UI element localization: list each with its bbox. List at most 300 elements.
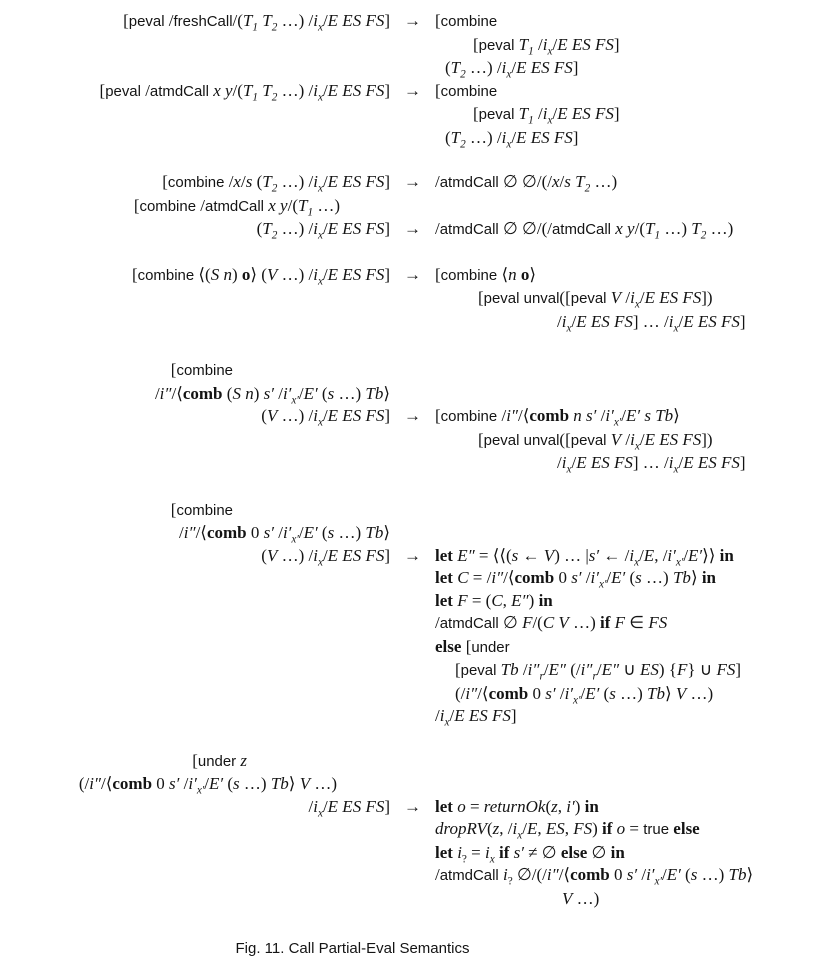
formula-segment: …) / [277, 80, 314, 100]
formula-segment: i′ [590, 568, 599, 587]
formula-segment: = ( [467, 590, 492, 610]
formula-segment: E ES FS [644, 429, 702, 449]
formula-segment: T [575, 172, 585, 191]
formula-segment: ( [252, 172, 263, 191]
formula-segment: …) / [277, 264, 314, 284]
rule-combine-comb-succ [0, 359, 817, 475]
formula-segment: i″ [89, 774, 102, 793]
formula-segment: ( [625, 568, 636, 587]
formula-line [0, 171, 390, 195]
formula-segment: if [602, 819, 617, 838]
formula-segment: ⟩ [288, 774, 300, 793]
formula-segment: E″ [601, 660, 620, 679]
formula-segment: ] [735, 660, 742, 679]
formula-segment: [ [162, 172, 168, 191]
formula-segment: n s′ [573, 406, 597, 425]
formula-segment: i [313, 80, 318, 100]
formula-segment: E ES FS [327, 80, 385, 100]
formula-segment: / [511, 58, 517, 77]
formula-segment: E ES FS [327, 219, 385, 238]
formula-segment: 0 [609, 865, 627, 884]
formula-segment: ⟩ [383, 383, 390, 403]
formula-segment: x′ [613, 416, 622, 429]
formula-segment: s [690, 865, 698, 884]
rule-lhs-upper [0, 359, 390, 405]
formula-segment: V [610, 288, 622, 307]
rule-lhs [0, 264, 390, 288]
formula-segment: i [313, 406, 318, 425]
formula-segment: comb [112, 774, 153, 793]
formula-segment: = [465, 796, 484, 816]
formula-segment: x [444, 716, 450, 729]
formula-line [0, 545, 390, 568]
formula-segment: peval [128, 13, 165, 30]
formula-segment: 1 [252, 90, 258, 103]
formula-segment: ) [528, 590, 539, 610]
formula-segment: o [520, 264, 530, 284]
formula-segment: T [242, 11, 253, 30]
formula-segment: ( [486, 819, 493, 838]
formula-segment: F [614, 613, 626, 632]
formula-segment: / [435, 613, 440, 632]
formula-segment: T [262, 219, 272, 238]
formula-segment: 0 [246, 523, 264, 542]
formula-segment: i [313, 545, 318, 565]
formula-segment: (/ [78, 774, 90, 793]
formula-segment: ⟨( [194, 264, 211, 284]
formula-line [435, 287, 817, 311]
formula-segment: ) [231, 264, 242, 284]
formula-segment: / [606, 568, 612, 587]
formula-segment: ] [384, 172, 390, 191]
formula-segment: / [683, 545, 689, 565]
formula-segment: C [457, 568, 469, 587]
formula-segment: ] … / [632, 453, 669, 472]
formula-segment: ( [445, 58, 451, 77]
formula-segment: / [140, 80, 150, 100]
formula-segment: V [266, 264, 278, 284]
formula-segment: ( [545, 796, 552, 816]
formula-segment: Tb [728, 865, 747, 884]
formula-segment: /⟨ [477, 683, 489, 703]
formula-segment: i [668, 311, 674, 331]
formula-segment: peval [105, 82, 141, 100]
formula-segment: E″ [548, 660, 567, 679]
formula-segment: …) [568, 613, 600, 632]
formula-segment: / [639, 429, 645, 449]
formula-segment: / [154, 383, 160, 403]
formula-segment: ( [317, 383, 328, 403]
formula-segment: o [457, 796, 466, 816]
formula-segment: / [639, 545, 644, 565]
formula-segment: 1 [528, 44, 534, 57]
formula-segment: / [322, 11, 328, 30]
formula-segment: /⟨ [171, 383, 183, 403]
formula-segment: ]) [701, 429, 713, 449]
formula-segment: E′ [585, 683, 600, 703]
formula-segment: x [317, 416, 323, 429]
formula-segment: ⟩ [673, 406, 680, 425]
formula-segment: i″ [580, 660, 593, 679]
formula-segment: s′ [263, 523, 274, 542]
formula-segment: / [240, 172, 246, 191]
formula-line [435, 683, 817, 706]
formula-segment: …) / [277, 219, 314, 238]
formula-segment: E ES FS [327, 172, 385, 191]
formula-line [435, 842, 817, 865]
formula-segment: FS [573, 819, 593, 838]
formula-segment: = / [468, 568, 492, 587]
formula-segment: combine [176, 501, 233, 519]
formula-line [0, 499, 390, 523]
formula-segment: i [542, 104, 548, 123]
formula-segment: i [630, 429, 635, 449]
formula-segment: combine [440, 13, 498, 30]
formula-segment: / [322, 264, 328, 284]
formula-segment: T [518, 34, 529, 54]
rule-lhs [0, 80, 390, 104]
formula-line [0, 750, 390, 774]
formula-segment: E ES FS [557, 34, 614, 54]
formula-segment: F [522, 613, 533, 632]
formula-segment: …) / [277, 406, 314, 425]
formula-segment: s [327, 383, 335, 403]
formula-segment: F [676, 660, 688, 679]
formula-segment: ] [384, 264, 390, 284]
formula-segment: in [538, 590, 553, 610]
formula-segment: , [564, 819, 574, 838]
rule-rhs [435, 218, 817, 242]
formula-segment: …) / [277, 172, 314, 191]
formula-segment: i [561, 453, 567, 472]
formula-segment: unval [523, 290, 560, 307]
formula-segment: ∅ [587, 842, 611, 862]
formula-segment: / [449, 706, 455, 725]
formula-segment: , [537, 819, 546, 838]
figure-caption: Fig. 11. Call Partial-Eval Semantics [235, 940, 470, 957]
formula-segment: freshCall [173, 13, 233, 30]
formula-segment: E′ [666, 865, 681, 884]
formula-segment: , / [499, 819, 513, 838]
formula-segment: dropRV [435, 819, 487, 838]
formula-segment: ) [574, 796, 585, 816]
formula-segment: atmdCall [149, 82, 209, 100]
rule-lhs [0, 796, 390, 819]
formula-segment: / [543, 660, 549, 679]
formula-segment: x′ [573, 693, 581, 706]
formula-segment: E ES FS [644, 288, 702, 307]
formula-segment: / [224, 172, 234, 191]
formula-segment: / [308, 796, 314, 816]
rule-lhs [0, 171, 390, 195]
formula-segment: / [435, 865, 440, 884]
formula-segment: ⟩ [690, 568, 702, 587]
formula-segment: s [245, 172, 253, 191]
formula-segment: ( [445, 127, 451, 147]
rule-rhs [435, 405, 817, 429]
formula-segment: ] [384, 796, 390, 816]
formula-segment: / [179, 774, 189, 793]
formula-segment: = [625, 819, 644, 838]
formula-segment: ] … / [632, 311, 669, 331]
formula-segment: combine [440, 408, 498, 425]
formula-segment: …) [706, 219, 734, 238]
rewrite-arrow-icon: → [404, 80, 421, 100]
rule-lhs [0, 218, 390, 242]
formula-segment: comb [514, 568, 555, 587]
formula-line [435, 452, 817, 475]
formula-segment: , [502, 590, 512, 610]
formula-line [435, 405, 817, 429]
formula-segment: / [322, 219, 328, 238]
formula-segment: ES [640, 660, 659, 679]
formula-segment: s [511, 545, 519, 565]
formula-segment: atmdCall [439, 615, 499, 632]
formula-line [435, 545, 817, 568]
formula-segment: ] [384, 545, 390, 565]
formula-segment: s′ [545, 683, 556, 703]
formula-segment: i [630, 288, 635, 307]
formula-segment: / [322, 796, 328, 816]
formula-segment: 2 [460, 137, 466, 150]
formula-segment: /( [232, 11, 243, 30]
formula-segment: ⟩ [746, 865, 754, 884]
formula-segment: E ES FS [516, 58, 573, 77]
formula-segment: under [197, 752, 237, 770]
formula-segment: 2 [700, 229, 707, 242]
formula-segment: / [196, 195, 205, 215]
formula-segment: [ [99, 80, 106, 100]
formula-segment: i [313, 11, 318, 30]
formula-segment: E′ [611, 568, 626, 587]
formula-segment: x′ [675, 555, 684, 568]
formula-segment: V [675, 683, 687, 703]
formula-segment: / [435, 172, 440, 191]
formula-segment: i″ [546, 865, 559, 884]
rule-rhs-rest [435, 567, 817, 728]
formula-segment: ∅ ∅/(/ [498, 219, 552, 238]
formula-segment: …) [313, 195, 340, 215]
formula-line [435, 80, 817, 104]
formula-line [0, 383, 390, 406]
formula-segment: ] [384, 406, 390, 425]
formula-segment: T [262, 172, 272, 191]
formula-segment: n [508, 264, 517, 284]
formula-segment: E ES FS [576, 311, 633, 331]
rule-rhs-rest [435, 429, 817, 475]
formula-segment: x y [615, 219, 635, 238]
formula-segment: i′ [646, 865, 655, 884]
formula-segment: / [678, 453, 684, 472]
formula-line [435, 659, 817, 683]
rule-rhs-rest [435, 103, 817, 149]
formula-segment: r [592, 670, 597, 683]
formula-segment: 0 [554, 568, 572, 587]
formula-segment: ∈ [625, 613, 649, 632]
formula-segment: x [634, 555, 640, 568]
formula-line [435, 57, 817, 80]
formula-segment: x [551, 172, 560, 191]
formula-segment: 1 [528, 114, 534, 127]
rule-peval-atmdCall [0, 80, 817, 150]
formula-segment: i′ [282, 523, 292, 542]
formula-segment: peval [570, 431, 607, 449]
rule-combine-atmdCall [0, 195, 817, 242]
formula-segment: i [512, 819, 518, 838]
formula-segment: 2 [271, 229, 278, 242]
formula-segment: under [471, 638, 510, 656]
formula-line [435, 218, 817, 242]
formula-segment: atmdCall [551, 221, 611, 238]
formula-segment: let [435, 842, 458, 862]
formula-segment: i′ [188, 774, 197, 793]
formula-segment: (/ [566, 660, 581, 679]
formula-segment: peval [483, 290, 520, 307]
formula-segment: s [609, 683, 616, 703]
formula-segment: , [557, 796, 567, 816]
formula-segment: peval [478, 36, 515, 54]
formula-segment: comb [182, 383, 223, 403]
formula-segment: [ [435, 264, 441, 284]
formula-segment: / [557, 311, 562, 331]
formula-segment: o [616, 819, 626, 838]
formula-segment: / [571, 311, 577, 331]
formula-segment: / [435, 219, 440, 238]
formula-segment: s′ [169, 774, 180, 793]
formula-segment: x [547, 114, 553, 127]
formula-segment: i′ [667, 545, 676, 565]
formula-segment: peval [483, 431, 520, 449]
formula-segment: x [673, 463, 679, 476]
formula-segment: [ [170, 360, 177, 379]
formula-segment: 0 [528, 683, 546, 703]
formula-segment: [ [170, 499, 177, 519]
formula-segment: i′ [605, 406, 614, 425]
formula-segment: s′ [513, 842, 524, 862]
formula-segment: E ES FS [516, 127, 573, 147]
formula-segment: Tb [365, 523, 384, 542]
rule-rhs-rest [435, 34, 817, 80]
formula-segment: z [492, 819, 500, 838]
formula-segment: E ES FS [327, 264, 385, 284]
formula-segment: ] [613, 34, 620, 54]
formula-line [435, 171, 817, 195]
formula-segment: / [522, 819, 527, 838]
rule-rhs [435, 796, 817, 819]
formula-segment: ] [613, 104, 620, 123]
formula-segment: x [317, 274, 323, 287]
formula-segment: ) … | [554, 545, 589, 565]
formula-segment: C [491, 590, 503, 610]
formula-segment: / [273, 523, 283, 542]
formula-segment: /( [634, 219, 645, 238]
formula-segment: x [233, 172, 241, 191]
formula-segment: returnOk [483, 796, 546, 816]
formula-line [435, 264, 817, 288]
formula-segment: z [240, 750, 247, 770]
formula-segment: / [518, 660, 528, 679]
rule-combine-var [0, 171, 817, 195]
formula-segment: …) [641, 568, 673, 587]
formula-segment: E ES FS [327, 11, 385, 30]
formula-segment: i′ [566, 796, 575, 816]
formula-segment: peval [570, 290, 607, 307]
rule-lhs [0, 10, 390, 34]
formula-segment: let [435, 796, 458, 816]
formula-segment: ← [518, 545, 544, 565]
formula-segment: combine [167, 174, 225, 191]
formula-segment: ] [384, 11, 390, 30]
formula-segment: V [266, 406, 278, 425]
formula-segment: i [668, 453, 674, 472]
formula-segment: i′ [564, 683, 574, 703]
formula-segment: x [673, 321, 679, 334]
formula-line [0, 195, 390, 219]
formula-segment: …) / [277, 545, 314, 565]
formula-segment: = [466, 842, 485, 862]
formula-segment: in [584, 796, 599, 816]
formula-segment: / [322, 545, 328, 565]
formula-segment: /⟨ [101, 774, 113, 793]
formula-segment: x′ [291, 393, 299, 406]
formula-segment: ]) [701, 288, 713, 307]
formula-line [435, 567, 817, 590]
formula-line [0, 522, 390, 545]
formula-segment: ⟩⟩ [702, 545, 720, 565]
formula-segment: peval [478, 106, 515, 123]
formula-segment: i″ [506, 406, 518, 425]
formula-segment: …) [239, 774, 271, 793]
rule-lhs-upper [0, 499, 390, 545]
formula-segment: x [506, 68, 512, 81]
formula-segment: / [298, 523, 304, 542]
formula-segment: x y [213, 80, 233, 100]
formula-segment: s [635, 568, 642, 587]
rule-rhs-rest [435, 287, 817, 333]
formula-segment: ([ [559, 288, 571, 307]
formula-segment: / [559, 172, 565, 191]
formula-segment: i [313, 172, 318, 191]
formula-segment: Tb [365, 383, 384, 403]
formula-segment: } ∪ [687, 660, 717, 679]
formula-segment: …) [334, 523, 366, 542]
formula-segment: ? [507, 875, 513, 888]
formula-segment: ⟩ [664, 683, 676, 703]
formula-segment: E ES FS [327, 796, 385, 816]
formula-segment: [ [461, 636, 472, 656]
formula-segment: [ [478, 288, 484, 307]
formula-segment: [ [131, 264, 138, 284]
formula-segment: …) / [277, 11, 314, 30]
formula-segment: peval [460, 662, 497, 679]
rule-rhs-rest [435, 818, 817, 910]
formula-segment: / [322, 406, 328, 425]
formula-segment: ∅ ∅/(/ [498, 172, 552, 191]
formula-segment: …) [310, 774, 337, 793]
formula-segment: C V [542, 613, 569, 632]
formula-segment: E ES FS [327, 545, 385, 565]
formula-segment: let [435, 590, 458, 610]
formula-segment: i [542, 34, 548, 54]
formula-segment: / [322, 80, 328, 100]
formula-segment: Tb [647, 683, 665, 703]
rewrite-arrow-icon: → [404, 545, 421, 565]
formula-segment: combine [440, 266, 498, 284]
formula-segment: / [204, 774, 209, 793]
formula-segment: / [596, 406, 606, 425]
formula-segment: ) { [658, 660, 677, 679]
formula-segment: V [610, 429, 622, 449]
